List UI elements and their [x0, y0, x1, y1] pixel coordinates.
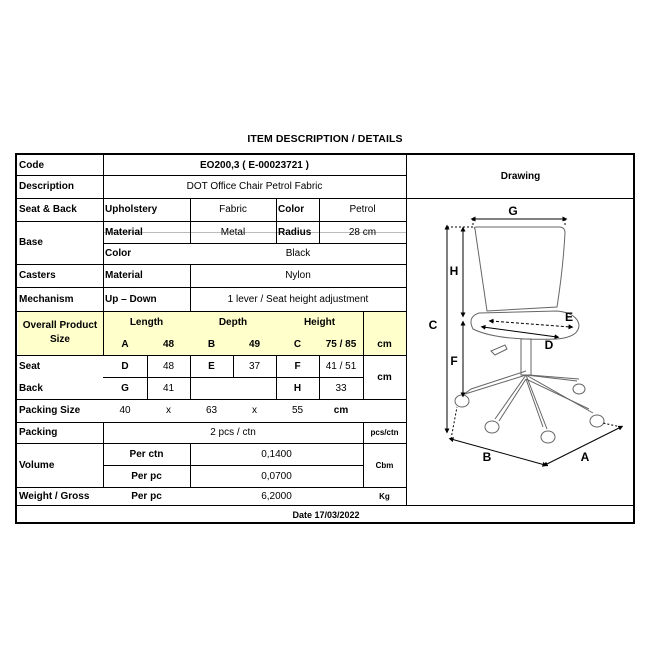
- back-label: Back: [19, 382, 43, 394]
- packing-size-unit: cm: [333, 405, 349, 416]
- packing-value: 2 pcs / ctn: [210, 427, 256, 438]
- dim-h-label: H: [293, 382, 302, 394]
- dim-b-label: B: [207, 338, 216, 350]
- description-value: DOT Office Chair Petrol Fabric: [186, 181, 323, 192]
- seat-color-value: Petrol: [349, 204, 376, 215]
- dim-c-label: C: [293, 338, 302, 350]
- dim-e-label: E: [208, 360, 215, 372]
- packing-label: Packing: [19, 427, 58, 438]
- dim-label-f: F: [450, 354, 458, 368]
- dim-label-d: D: [544, 338, 554, 352]
- dim-label-h: H: [449, 264, 459, 278]
- depth-header: Depth: [218, 316, 248, 328]
- casters-material-value: Nylon: [285, 270, 311, 281]
- chair-icon: [455, 227, 604, 443]
- dim-g-label: G: [121, 382, 129, 394]
- radius-value: 28 cm: [348, 226, 377, 238]
- packing-size-x1: x: [166, 405, 171, 416]
- length-header: Length: [129, 316, 164, 328]
- dim-h-value: 33: [335, 382, 347, 394]
- packing-size-l: 40: [119, 405, 131, 416]
- overall-unit: cm: [377, 338, 392, 350]
- volume-per-ctn-label: Per ctn: [129, 448, 164, 460]
- dim-label-g: G: [508, 204, 518, 218]
- mechanism-value: 1 lever / Seat height adjustment: [227, 293, 369, 305]
- radius-label: Radius: [278, 226, 312, 238]
- dimension-e-line: [491, 321, 571, 327]
- weight-unit: Kg: [379, 491, 390, 501]
- footer-date: Date 17/03/2022: [292, 509, 360, 520]
- dim-label-c: C: [428, 318, 438, 332]
- packing-size-label: Packing Size: [19, 405, 81, 416]
- weight-per-pc-value: 6,2000: [261, 490, 292, 502]
- packing-size-h: 55: [291, 405, 304, 416]
- dim-g-value: 41: [162, 382, 175, 394]
- overall-size-label: Overall Product Size: [22, 320, 98, 345]
- packing-size-w: 63: [205, 405, 218, 416]
- packing-size-x2: x: [252, 405, 257, 416]
- dim-a-value: 48: [162, 338, 175, 350]
- dim-a-label: A: [121, 338, 129, 350]
- dim-c-value: 75 / 85: [325, 338, 357, 350]
- dim-f-label: F: [294, 360, 301, 372]
- base-material-value: Metal: [220, 226, 246, 238]
- mechanism-label: Mechanism: [19, 293, 74, 305]
- seat-label: Seat: [19, 360, 41, 372]
- upholstery-label: Upholstery: [105, 204, 158, 215]
- casters-label: Casters: [19, 270, 56, 281]
- packing-unit: pcs/ctn: [370, 428, 399, 437]
- weight-per-pc-label: Per pc: [131, 490, 162, 502]
- dim-label-b: B: [482, 450, 492, 464]
- base-label: Base: [19, 237, 43, 248]
- code-label: Code: [19, 159, 44, 171]
- drawing-label: Drawing: [500, 171, 541, 182]
- dim-label-a: A: [580, 450, 590, 464]
- casters-material-label: Material: [105, 270, 143, 281]
- dim-d-label: D: [121, 360, 129, 372]
- volume-per-pc-value: 0,0700: [261, 470, 292, 482]
- height-header: Height: [303, 316, 336, 328]
- mechanism-type: Up – Down: [105, 293, 157, 305]
- dim-b-value: 49: [248, 338, 261, 350]
- volume-per-pc-label: Per pc: [131, 470, 162, 482]
- dim-e-value: 37: [248, 360, 261, 372]
- dim-d-value: 48: [162, 360, 175, 372]
- dim-label-e: E: [564, 310, 574, 324]
- spec-sheet: [15, 153, 635, 524]
- base-color-label: Color: [105, 248, 132, 259]
- code-value: EO200,3 ( E-00023721 ): [200, 159, 309, 171]
- seat-back-unit: cm: [377, 371, 392, 383]
- upholstery-value: Fabric: [219, 204, 247, 215]
- description-label: Description: [19, 181, 75, 192]
- weight-label: Weight / Gross: [19, 490, 90, 502]
- seat-color-label: Color: [278, 204, 305, 215]
- base-color-value: Black: [285, 248, 311, 259]
- seat-back-label: Seat & Back: [19, 204, 77, 215]
- base-material-label: Material: [105, 226, 143, 238]
- dim-f-value: 41 / 51: [325, 360, 357, 372]
- volume-per-ctn-value: 0,1400: [261, 448, 292, 460]
- chair-drawing: [407, 199, 635, 505]
- page-title: ITEM DESCRIPTION / DETAILS: [247, 133, 403, 145]
- volume-unit: Cbm: [375, 460, 394, 470]
- volume-label: Volume: [19, 459, 55, 471]
- dimension-b-line: [451, 439, 545, 465]
